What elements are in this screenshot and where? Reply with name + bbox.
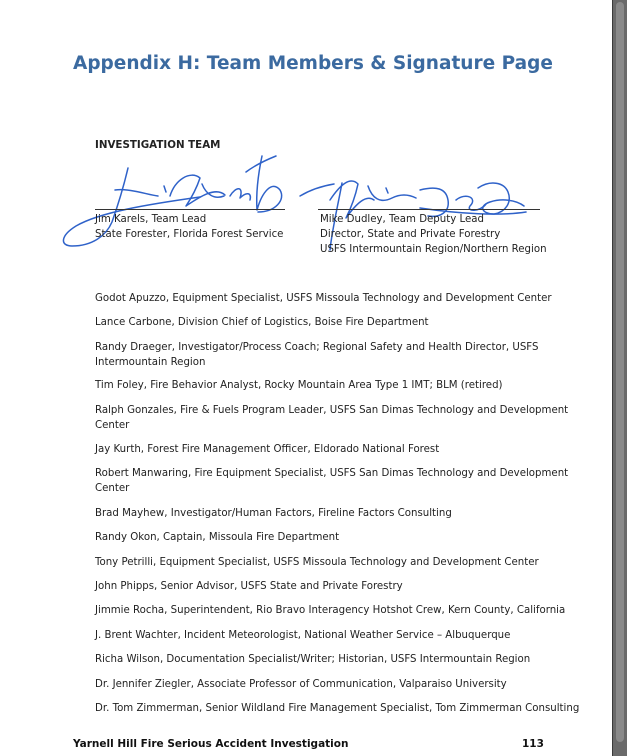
section-title: INVESTIGATION TEAM <box>95 139 221 151</box>
member-line: Randy Draeger, Investigator/Process Coach; Regional Safety and Health Director, USFS <box>95 342 539 353</box>
team-member <box>95 531 339 546</box>
team-member <box>95 653 530 668</box>
team-member <box>95 316 429 331</box>
member-line: Lance Carbone, Division Chief of Logistics, Boise Fire Department <box>95 317 429 328</box>
team-member <box>95 556 539 571</box>
member-line: Dr. Tom Zimmerman, Senior Wildland Fire Management Specialist, Tom Zimmerman Consulting <box>95 703 580 714</box>
footer-title: Yarnell Hill Fire Serious Accident Investigation <box>73 738 349 750</box>
team-member <box>95 702 579 717</box>
member-line-continued: Intermountain Region <box>95 356 206 368</box>
member-line-continued: Center <box>95 482 130 494</box>
team-member <box>95 341 538 370</box>
member-line-continued: Center <box>95 419 130 431</box>
team-member <box>95 507 452 522</box>
team-member <box>95 678 507 693</box>
deputy-lead-block <box>320 212 547 257</box>
member-line: Godot Apuzzo, Equipment Specialist, USFS Missoula Technology and Development Center <box>95 293 552 304</box>
team-lead-block <box>95 212 283 242</box>
team-member <box>95 379 503 394</box>
member-line: Robert Manwaring, Fire Equipment Specialist, USFS San Dimas Technology and Development <box>95 468 569 479</box>
member-line: Brad Mayhew, Investigator/Human Factors, Fireline Factors Consulting <box>95 508 452 519</box>
member-line: Randy Okon, Captain, Missoula Fire Department <box>95 532 340 543</box>
deputy-lead-name: Mike Dudley, Team Deputy Lead <box>320 214 484 225</box>
deputy-lead-title: Director, State and Private Forestry <box>320 229 501 240</box>
team-lead-title: State Forester, Florida Forest Service <box>95 229 284 240</box>
deputy-lead-region: USFS Intermountain Region/Northern Region <box>320 244 547 255</box>
team-member <box>95 292 552 307</box>
member-line: Jay Kurth, Forest Fire Management Officer, Eldorado National Forest <box>95 444 440 455</box>
member-line: Jimmie Rocha, Superintendent, Rio Bravo Interagency Hotshot Crew, Kern County, California <box>95 605 566 616</box>
team-member <box>95 443 439 458</box>
member-line: Tim Foley, Fire Behavior Analyst, Rocky Mountain Area Type 1 IMT; BLM (retired) <box>95 380 503 391</box>
member-line: Ralph Gonzales, Fire & Fuels Program Leader, USFS San Dimas Technology and Development <box>95 405 569 416</box>
member-line: Richa Wilson, Documentation Specialist/Writer; Historian, USFS Intermountain Region <box>95 654 531 665</box>
member-line: John Phipps, Senior Advisor, USFS State and Private Forestry <box>95 581 403 592</box>
signature-line <box>318 209 540 210</box>
team-member <box>95 604 565 619</box>
member-line: Dr. Jennifer Ziegler, Associate Professor of Communication, Valparaiso University <box>95 679 507 690</box>
team-lead-name: Jim Karels, Team Lead <box>95 214 207 225</box>
page-number: 113 <box>522 738 544 750</box>
member-line: J. Brent Wachter, Incident Meteorologist, National Weather Service – Albuquerque <box>95 630 511 641</box>
scrollbar-thumb[interactable] <box>616 2 624 742</box>
team-member <box>95 404 568 433</box>
vertical-scrollbar[interactable] <box>613 0 627 756</box>
page-title: Appendix H: Team Members & Signature Page <box>73 53 553 74</box>
team-member <box>95 580 403 595</box>
signature-line <box>95 209 285 210</box>
team-member <box>95 467 568 496</box>
member-line: Tony Petrilli, Equipment Specialist, USFS Missoula Technology and Development Center <box>95 557 539 568</box>
team-member <box>95 629 510 644</box>
